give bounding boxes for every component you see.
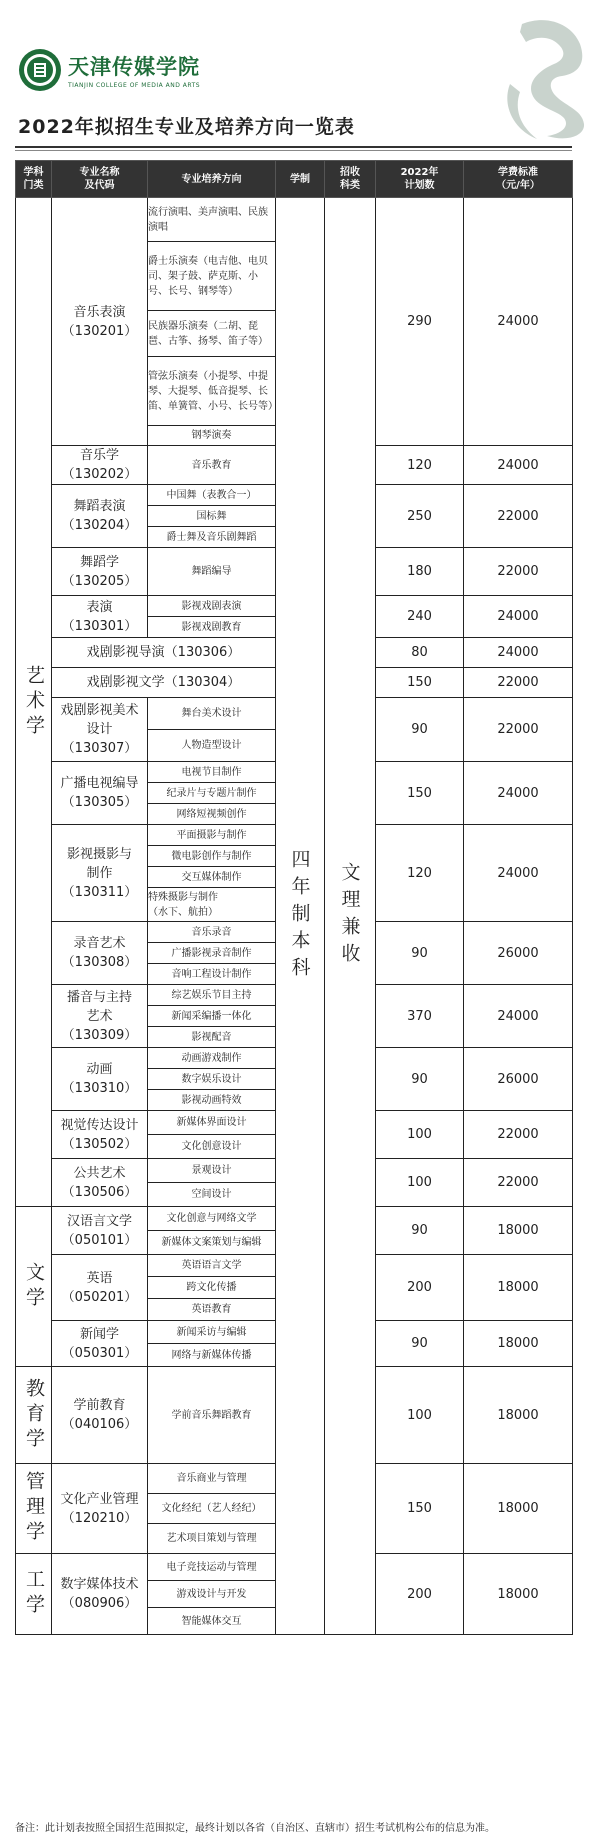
footnote: 备注：此计划表按照全国招生范围拟定，最终计划以各省（自治区、直辖市）招生考试机构公布的信息为准。: [15, 1823, 495, 1834]
page-title: 2022年拟招生专业及培养方向一览表: [18, 116, 355, 138]
title-divider: [15, 146, 572, 148]
plan-cell: 200: [376, 1554, 464, 1635]
fee-cell: 22000: [464, 1111, 573, 1159]
direction-cell: 爵士舞及音乐剧舞蹈: [148, 527, 276, 548]
direction-cell: 景观设计: [148, 1159, 276, 1183]
direction-cell: 舞台美术设计: [148, 698, 276, 730]
plan-cell: 90: [376, 1207, 464, 1255]
direction-cell: 交互媒体制作: [148, 867, 276, 888]
direction-cell: 新闻采编播一体化: [148, 1006, 276, 1027]
school-logo: [18, 48, 200, 92]
plan-cell: 250: [376, 485, 464, 548]
direction-cell: 艺术项目策划与管理: [148, 1524, 276, 1554]
fee-cell: 18000: [464, 1255, 573, 1321]
direction-cell: 中国舞（表教合一）: [148, 485, 276, 506]
major-cell: 新闻学 （050301）: [52, 1321, 148, 1367]
direction-cell: 影视戏剧表演: [148, 596, 276, 617]
direction-cell: 网络短视频创作: [148, 804, 276, 825]
major-cell: 舞蹈学 （130205）: [52, 548, 148, 596]
fee-cell: 24000: [464, 638, 573, 668]
plan-cell: 200: [376, 1255, 464, 1321]
major-cell: 舞蹈表演 （130204）: [52, 485, 148, 548]
major-cell: 公共艺术 （130506）: [52, 1159, 148, 1207]
fee-cell: 18000: [464, 1367, 573, 1464]
table-header-row: [16, 161, 573, 198]
major-cell: 戏剧影视美术 设计 （130307）: [52, 698, 148, 762]
major-cell: 表演 （130301）: [52, 596, 148, 638]
plan-cell: 90: [376, 922, 464, 985]
title-divider-thin: [15, 150, 572, 151]
direction-cell: 电视节目制作: [148, 762, 276, 783]
header-major: 专业名称 及代码: [52, 161, 148, 198]
header-category: 学科 门类: [16, 161, 52, 198]
major-cell: 录音艺术 （130308）: [52, 922, 148, 985]
direction-cell: 影视配音: [148, 1027, 276, 1048]
plan-cell: 290: [376, 198, 464, 446]
direction-cell: 民族器乐演奏（二胡、琵琶、古筝、扬琴、笛子等）: [148, 311, 276, 357]
table-row: [16, 198, 573, 242]
major-cell: 音乐学 （130202）: [52, 446, 148, 485]
category-cell: 艺术学: [16, 198, 52, 1207]
direction-cell: 钢琴演奏: [148, 426, 276, 446]
header-system: 学制: [276, 161, 325, 198]
direction-cell: 爵士乐演奏（电吉他、电贝司、架子鼓、萨克斯、小号、长号、钢琴等）: [148, 242, 276, 311]
direction-cell: 特殊摄影与制作 （水下、航拍）: [148, 888, 276, 922]
direction-cell: 微电影创作与制作: [148, 846, 276, 867]
major-cell: 音乐表演 （130201）: [52, 198, 148, 446]
major-cell: 广播电视编导 （130305）: [52, 762, 148, 825]
direction-cell: 新媒体界面设计: [148, 1111, 276, 1135]
direction-cell: 综艺娱乐节目主持: [148, 985, 276, 1006]
direction-cell: 新闻采访与编辑: [148, 1321, 276, 1344]
plan-cell: 180: [376, 548, 464, 596]
direction-cell: 电子竞技运动与管理: [148, 1554, 276, 1581]
fee-cell: 26000: [464, 922, 573, 985]
fee-cell: 22000: [464, 698, 573, 762]
plan-cell: 120: [376, 446, 464, 485]
major-cell: 播音与主持 艺术 （130309）: [52, 985, 148, 1048]
direction-cell: 影视动画特效: [148, 1090, 276, 1111]
school-name-en: TIANJIN COLLEGE OF MEDIA AND ARTS: [68, 82, 201, 89]
major-cell: 文化产业管理 （120210）: [52, 1464, 148, 1554]
fee-cell: 24000: [464, 446, 573, 485]
header-direction: 专业培养方向: [148, 161, 276, 198]
direction-cell: 游戏设计与开发: [148, 1581, 276, 1608]
plan-cell: 100: [376, 1367, 464, 1464]
fee-cell: 24000: [464, 596, 573, 638]
direction-cell: 人物造型设计: [148, 730, 276, 762]
direction-cell: 音乐教育: [148, 446, 276, 485]
major-cell: 动画 （130310）: [52, 1048, 148, 1111]
fee-cell: 18000: [464, 1321, 573, 1367]
direction-cell: 音乐录音: [148, 922, 276, 943]
direction-cell: 英语语言文学: [148, 1255, 276, 1277]
fee-cell: 18000: [464, 1464, 573, 1554]
major-cell: 影视摄影与 制作 （130311）: [52, 825, 148, 922]
plan-cell: 80: [376, 638, 464, 668]
plan-cell: 100: [376, 1111, 464, 1159]
fee-cell: 22000: [464, 548, 573, 596]
direction-cell: 动画游戏制作: [148, 1048, 276, 1069]
category-cell: 教育学: [16, 1367, 52, 1464]
direction-cell: 智能媒体交互: [148, 1608, 276, 1635]
header-subject: 招收 科类: [325, 161, 376, 198]
table-body: [16, 198, 573, 1635]
plan-cell: 150: [376, 762, 464, 825]
direction-cell: 空间设计: [148, 1183, 276, 1207]
direction-cell: 英语教育: [148, 1299, 276, 1321]
major-cell: 戏剧影视导演（130306）: [52, 638, 276, 668]
major-cell: 学前教育 （040106）: [52, 1367, 148, 1464]
category-cell: 管理学: [16, 1464, 52, 1554]
header-plan: 2022年 计划数: [376, 161, 464, 198]
direction-cell: 学前音乐舞蹈教育: [148, 1367, 276, 1464]
major-cell: 汉语言文学 （050101）: [52, 1207, 148, 1255]
major-cell: 英语 （050201）: [52, 1255, 148, 1321]
plan-cell: 150: [376, 668, 464, 698]
system-cell: 四年制本科: [276, 198, 325, 1635]
fee-cell: 18000: [464, 1554, 573, 1635]
fee-cell: 26000: [464, 1048, 573, 1111]
horse-emblem-icon: [492, 14, 592, 144]
direction-cell: 影视戏剧教育: [148, 617, 276, 638]
school-name-cn: 天津传媒学院: [68, 54, 200, 79]
plan-cell: 240: [376, 596, 464, 638]
page-header: [0, 0, 600, 160]
category-cell: 工学: [16, 1554, 52, 1635]
plan-cell: 120: [376, 825, 464, 922]
plan-cell: 90: [376, 1321, 464, 1367]
direction-cell: 舞蹈编导: [148, 548, 276, 596]
category-cell: 文学: [16, 1207, 52, 1367]
direction-cell: 国标舞: [148, 506, 276, 527]
direction-cell: 音乐商业与管理: [148, 1464, 276, 1494]
plan-cell: 100: [376, 1159, 464, 1207]
enrollment-table: [15, 160, 573, 1635]
plan-cell: 150: [376, 1464, 464, 1554]
direction-cell: 新媒体文案策划与编辑: [148, 1231, 276, 1255]
fee-cell: 22000: [464, 485, 573, 548]
direction-cell: 数字娱乐设计: [148, 1069, 276, 1090]
fee-cell: 24000: [464, 198, 573, 446]
direction-cell: 网络与新媒体传播: [148, 1344, 276, 1367]
fee-cell: 22000: [464, 668, 573, 698]
direction-cell: 流行演唱、美声演唱、民族演唱: [148, 198, 276, 242]
plan-cell: 90: [376, 698, 464, 762]
direction-cell: 文化经纪（艺人经纪）: [148, 1494, 276, 1524]
direction-cell: 跨文化传播: [148, 1277, 276, 1299]
major-cell: 戏剧影视文学（130304）: [52, 668, 276, 698]
school-seal-icon: [18, 48, 62, 92]
major-cell: 视觉传达设计 （130502）: [52, 1111, 148, 1159]
fee-cell: 24000: [464, 825, 573, 922]
fee-cell: 24000: [464, 985, 573, 1048]
subject-cell: 文理兼收: [325, 198, 376, 1635]
fee-cell: 24000: [464, 762, 573, 825]
header-fee: 学费标准 （元/年）: [464, 161, 573, 198]
direction-cell: 管弦乐演奏（小提琴、中提琴、大提琴、低音提琴、长笛、单簧管、小号、长号等）: [148, 357, 276, 426]
direction-cell: 文化创意与网络文学: [148, 1207, 276, 1231]
plan-cell: 370: [376, 985, 464, 1048]
fee-cell: 18000: [464, 1207, 573, 1255]
direction-cell: 音响工程设计制作: [148, 964, 276, 985]
direction-cell: 平面摄影与制作: [148, 825, 276, 846]
direction-cell: 纪录片与专题片制作: [148, 783, 276, 804]
fee-cell: 22000: [464, 1159, 573, 1207]
direction-cell: 广播影视录音制作: [148, 943, 276, 964]
direction-cell: 文化创意设计: [148, 1135, 276, 1159]
major-cell: 数字媒体技术 （080906）: [52, 1554, 148, 1635]
plan-cell: 90: [376, 1048, 464, 1111]
